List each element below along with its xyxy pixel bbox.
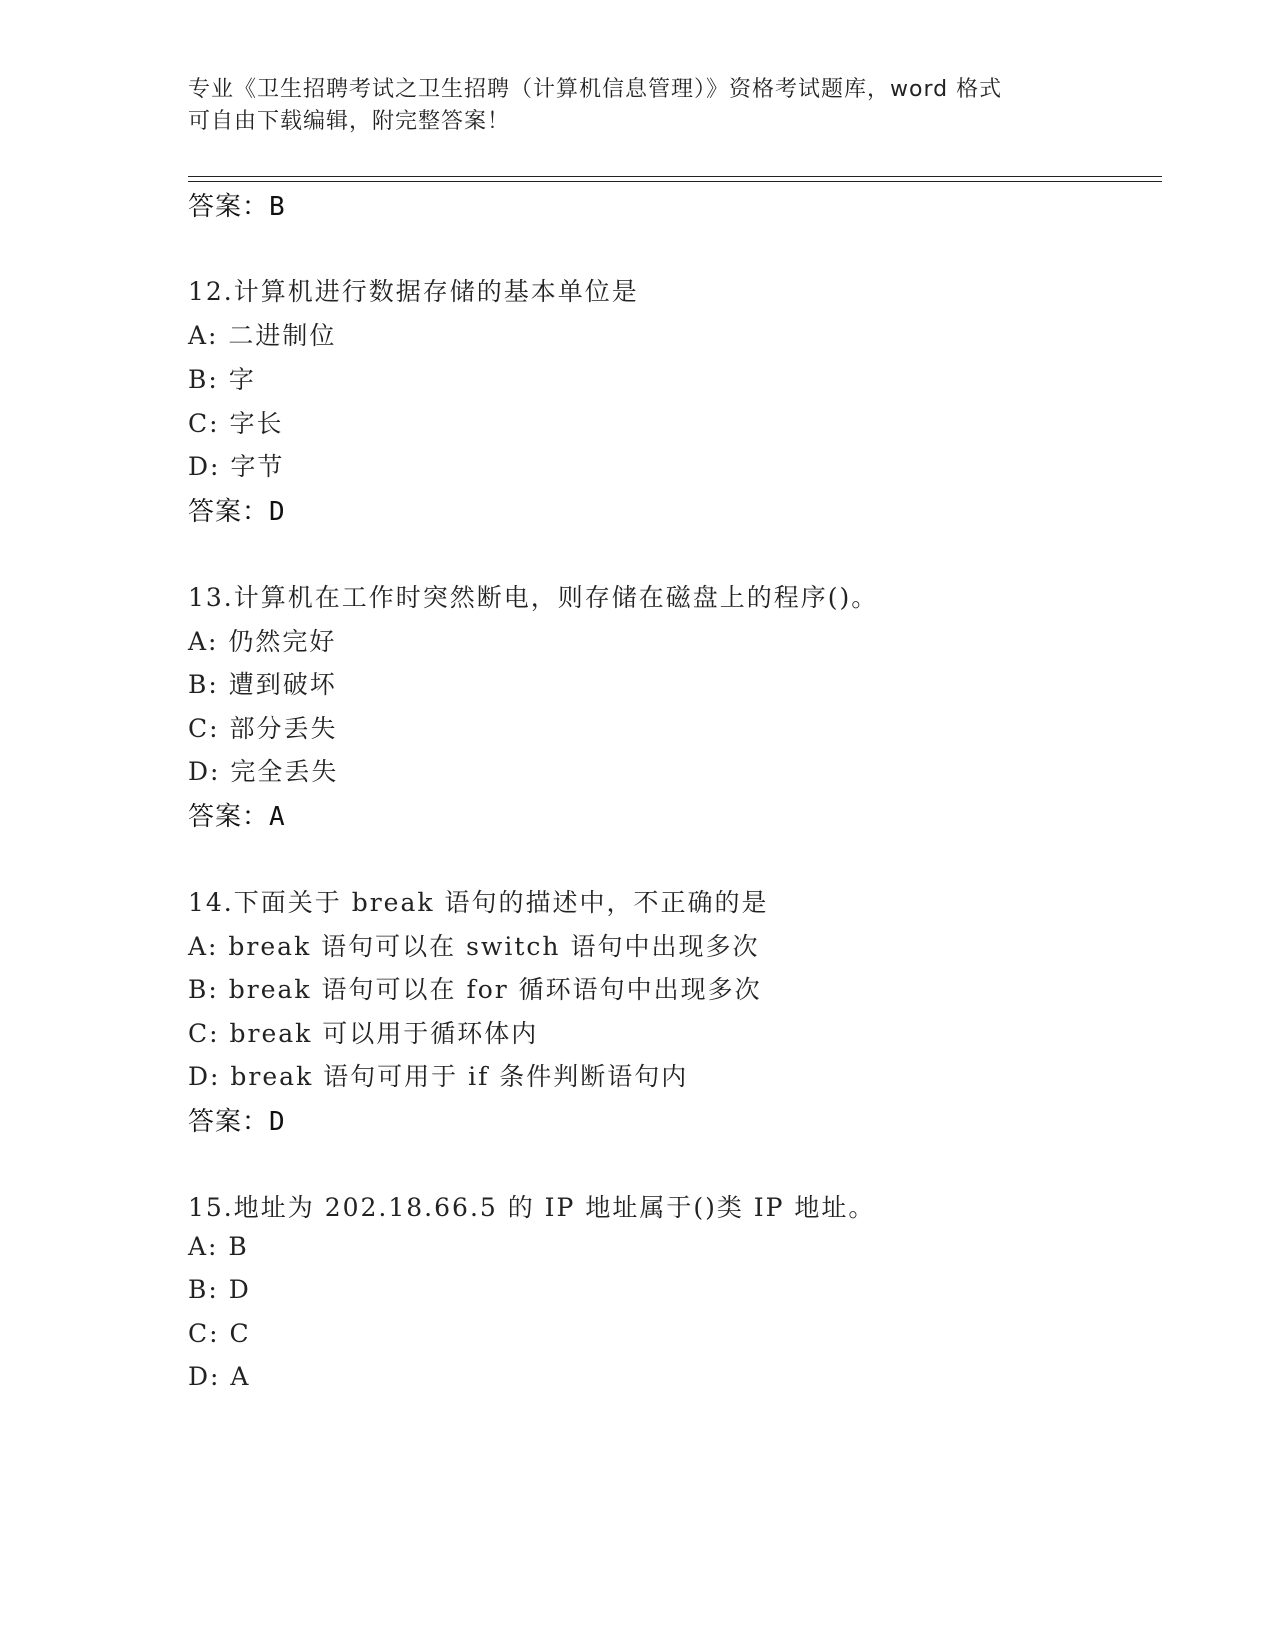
option-c: C: 字长 — [188, 409, 284, 438]
header-line-1: 专业《卫生招聘考试之卫生招聘（计算机信息管理）》资格考试题库，word 格式 — [188, 77, 1003, 102]
answer: 答案：A — [188, 802, 286, 832]
answer: 答案：D — [188, 1107, 286, 1137]
option-a: A: 仍然完好 — [188, 627, 337, 656]
option-d: D: 完全丢失 — [188, 757, 339, 786]
option-c: C: 部分丢失 — [188, 714, 338, 743]
header-divider-bottom — [188, 181, 1162, 182]
option-b: B: break 语句可以在 for 循环语句中出现多次 — [188, 975, 762, 1004]
answer: 答案：D — [188, 497, 286, 527]
document-header — [188, 74, 1088, 138]
option-d: D: A — [188, 1362, 251, 1391]
option-b: B: 字 — [188, 365, 256, 394]
option-a: A: B — [188, 1232, 249, 1261]
question-stem: 14.下面关于 break 语句的描述中，不正确的是 — [188, 888, 769, 917]
option-b: B: 遭到破坏 — [188, 670, 337, 699]
answer-q11: 答案：B — [188, 192, 286, 222]
question-stem: 13.计算机在工作时突然断电，则存储在磁盘上的程序()。 — [188, 583, 879, 612]
option-d: D: 字节 — [188, 452, 285, 481]
question-stem: 12.计算机进行数据存储的基本单位是 — [188, 277, 639, 306]
question-stem: 15.地址为 202.18.66.5 的 IP 地址属于()类 IP 地址。 — [188, 1193, 876, 1222]
option-a: A: break 语句可以在 switch 语句中出现多次 — [188, 932, 760, 961]
option-c: C: break 可以用于循环体内 — [188, 1019, 539, 1048]
option-c: C: C — [188, 1319, 251, 1348]
option-b: B: D — [188, 1275, 251, 1304]
option-a: A: 二进制位 — [188, 321, 337, 350]
header-divider-top — [188, 176, 1162, 177]
header-line-2: 可自由下载编辑，附完整答案！ — [188, 109, 511, 134]
option-d: D: break 语句可用于 if 条件判断语句内 — [188, 1062, 689, 1091]
